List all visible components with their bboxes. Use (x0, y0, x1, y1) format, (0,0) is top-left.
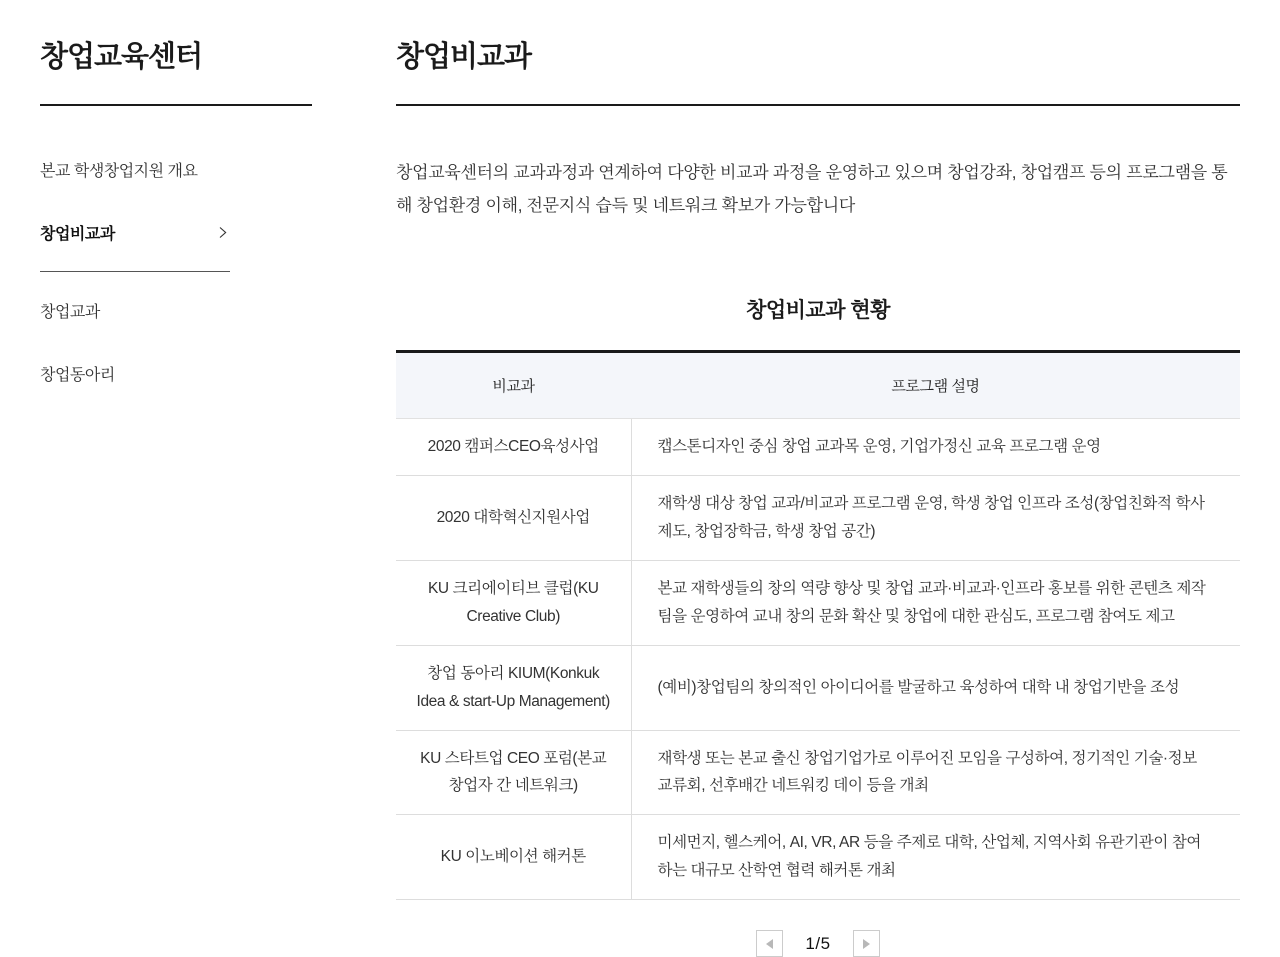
table-row (396, 419, 1240, 476)
table-header (396, 352, 1240, 419)
description-cell: 본교 재학생들의 창의 역량 향상 및 창업 교과·비교과·인프라 홍보를 위한 콘텐츠 제작팀을 운영하여 교내 창의 문화 확산 및 창업에 대한 관심도, 프로그램 참여도 제고 (631, 560, 1240, 645)
program-cell: KU 스타트업 CEO 포럼(본교 창업자 간 네트워크) (396, 730, 631, 815)
program-cell: 2020 대학혁신지원사업 (396, 476, 631, 561)
next-page-button[interactable] (853, 930, 880, 957)
description-cell: 미세먼지, 헬스케어, AI, VR, AR 등을 주제로 대학, 산업체, 지역사회 유관기관이 참여하는 대규모 산학연 협력 해커톤 개최 (631, 815, 1240, 900)
main-header (396, 26, 1240, 106)
chevron-right-icon (215, 225, 230, 240)
table-row (396, 645, 1240, 730)
sidebar-item-extracurricular[interactable] (40, 201, 230, 272)
sidebar-item-club[interactable] (40, 342, 312, 405)
intro-paragraph: 창업교육센터의 교과과정과 연계하여 다양한 비교과 과정을 운영하고 있으며 창업강좌, 창업캠프 등의 프로그램을 통해 창업환경 이해, 전문지식 습득 및 네트워크 확보가 가능합니다 (396, 163, 1228, 216)
table-row (396, 815, 1240, 900)
program-cell: KU 크리에이티브 클럽(KU Creative Club) (396, 560, 631, 645)
sidebar-item-label: 창업교과 (40, 304, 100, 321)
page-title: 창업비교과 (396, 41, 532, 73)
right-arrow-icon (863, 939, 870, 949)
sidebar-item-overview[interactable] (40, 138, 312, 201)
sidebar (40, 26, 312, 957)
program-cell: KU 이노베이션 해커톤 (396, 815, 631, 900)
table-row (396, 560, 1240, 645)
description-cell: 재학생 또는 본교 출신 창업기업가로 이루어진 모임을 구성하여, 정기적인 기술·정보 교류회, 선후배간 네트워킹 데이 등을 개최 (631, 730, 1240, 815)
table-row (396, 476, 1240, 561)
page-indicator: 1/5 (805, 933, 831, 953)
description-cell: 캡스톤디자인 중심 창업 교과목 운영, 기업가정신 교육 프로그램 운영 (631, 419, 1240, 476)
sidebar-item-curricular[interactable] (40, 279, 312, 342)
column-header-description: 프로그램 설명 (631, 352, 1240, 419)
prev-page-button[interactable] (756, 930, 783, 957)
program-cell: 2020 캠퍼스CEO육성사업 (396, 419, 631, 476)
left-arrow-icon (766, 939, 773, 949)
description-cell: 재학생 대상 창업 교과/비교과 프로그램 운영, 학생 창업 인프라 조성(창업친화적 학사제도, 창업장학금, 학생 창업 공간) (631, 476, 1240, 561)
table-header-row (396, 352, 1240, 419)
sidebar-item-label: 창업비교과 (40, 226, 115, 243)
program-cell: 창업 동아리 KIUM(Konkuk Idea & start-Up Management) (396, 645, 631, 730)
main-content (396, 26, 1240, 957)
column-header-program: 비교과 (396, 352, 631, 419)
sidebar-menu (40, 138, 312, 405)
table-row (396, 730, 1240, 815)
description-cell: (예비)창업팀의 창의적인 아이디어를 발굴하고 육성하여 대학 내 창업기반을 조성 (631, 645, 1240, 730)
program-table (396, 350, 1240, 900)
table-title: 창업비교과 현황 (746, 299, 890, 323)
sidebar-title: 창업교육센터 (40, 41, 203, 73)
sidebar-item-label: 본교 학생창업지원 개요 (40, 163, 198, 180)
sidebar-item-label: 창업동아리 (40, 367, 115, 384)
pagination (396, 930, 1240, 957)
sidebar-header (40, 26, 312, 106)
table-body (396, 419, 1240, 900)
